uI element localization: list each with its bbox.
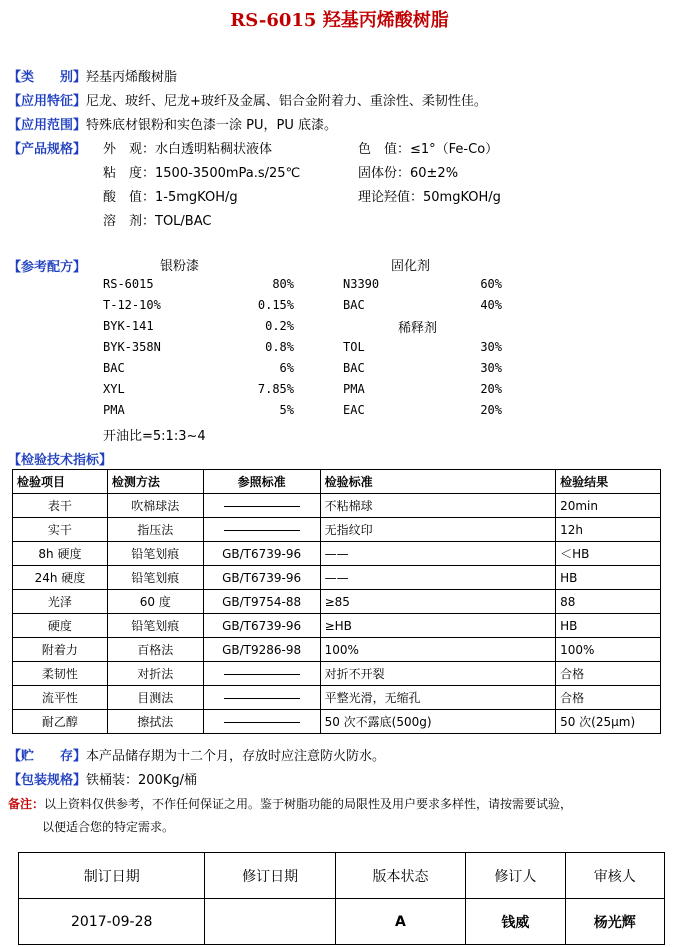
silver-item-pct: 5%	[279, 403, 294, 417]
qc-item: 表干	[13, 494, 108, 518]
thinner-item-name: BAC	[343, 361, 365, 375]
curing-item-pct: 60%	[480, 277, 502, 291]
curing-item-name: N3390	[343, 277, 380, 291]
qc-header-cell: 检测方法	[107, 470, 203, 494]
thinner-title: 稀释剂	[398, 321, 438, 336]
reviser: 钱威	[466, 899, 565, 945]
table-row	[13, 518, 661, 542]
table-row	[13, 638, 661, 662]
curing-item-name: BAC	[343, 298, 365, 312]
qc-method: 铅笔划痕	[107, 566, 203, 590]
storage-value: 本产品储存期为十二个月，存放时应注意防火防水。	[86, 749, 386, 764]
silver-item-pct: 0.15%	[257, 298, 294, 312]
qc-result: ＜HB	[556, 542, 661, 566]
silver-item-name: PMA	[103, 403, 125, 417]
features-value: 尼龙、玻纤、尼龙+玻纤及金属、铝合金附着力、重涂性、柔韧性佳。	[86, 94, 487, 109]
qc-method: 60 度	[107, 590, 203, 614]
storage-row	[8, 745, 385, 764]
category-value: 羟基丙烯酸树脂	[86, 70, 178, 85]
qc-item: 耐乙醇	[13, 710, 108, 734]
qc-item: 硬度	[13, 614, 108, 638]
version-status: A	[335, 899, 465, 945]
silver-item-name: BAC	[103, 361, 125, 375]
qc-result: 合格	[556, 662, 661, 686]
spec-solvent: 溶 剂：TOL/BAC	[103, 214, 212, 229]
dash-line	[224, 506, 300, 507]
spec-viscosity: 粘 度：1500-3500mPa.s/25℃	[103, 166, 301, 181]
qc-standard: ——	[320, 542, 556, 566]
dash-line	[224, 530, 300, 531]
page-title: RS-6015 羟基丙烯酸树脂	[230, 10, 449, 31]
silver-item-name: XYL	[103, 382, 125, 396]
scope-value: 特殊底材银粉和实色漆一涂 PU，PU 底漆。	[86, 118, 337, 133]
table-row	[13, 590, 661, 614]
qc-item: 实干	[13, 518, 108, 542]
qc-result: 12h	[556, 518, 661, 542]
qc-item: 流平性	[13, 686, 108, 710]
qc-ref: GB/T6739-96	[203, 614, 320, 638]
qc-standard: 对折不开裂	[320, 662, 556, 686]
qc-item: 柔韧性	[13, 662, 108, 686]
qc-header-cell: 检验标准	[320, 470, 556, 494]
spec-color: 色 值：≤1°（Fe-Co）	[358, 142, 499, 157]
qc-standard: 100%	[320, 638, 556, 662]
table-row	[13, 614, 661, 638]
note-line2: 以便适合您的特定需求。	[42, 820, 175, 834]
spec-label: 【产品规格】	[8, 142, 87, 157]
silver-item-pct: 6%	[279, 361, 294, 375]
qc-method: 擦拭法	[107, 710, 203, 734]
revision-header-cell: 版本状态	[335, 853, 465, 899]
storage-label: 【贮 存】	[8, 749, 87, 764]
thinner-item-name: PMA	[343, 382, 365, 396]
packing-row	[8, 769, 197, 788]
qc-method: 铅笔划痕	[107, 542, 203, 566]
silver-item-name: RS-6015	[103, 277, 154, 291]
thinner-item-pct: 20%	[480, 382, 502, 396]
revision-header-cell: 制订日期	[19, 853, 205, 899]
spec-hydroxyl: 理论羟值：50mgKOH/g	[358, 190, 501, 205]
table-row	[13, 662, 661, 686]
qc-header-cell: 检验项目	[13, 470, 108, 494]
packing-value: 铁桶装：200Kg/桶	[86, 773, 197, 788]
qc-item: 光泽	[13, 590, 108, 614]
table-row	[13, 566, 661, 590]
thinner-item-pct: 30%	[480, 340, 502, 354]
features-label: 【应用特征】	[8, 94, 87, 109]
formula-label: 【参考配方】	[8, 260, 87, 275]
dash-line	[224, 674, 300, 675]
revision-header-row	[19, 853, 665, 899]
silver-item-name: BYK-358N	[103, 340, 161, 354]
qc-result: 100%	[556, 638, 661, 662]
dash-line	[224, 698, 300, 699]
qc-item: 8h 硬度	[13, 542, 108, 566]
qc-result: 88	[556, 590, 661, 614]
qc-ref	[203, 494, 320, 518]
features-row	[8, 90, 487, 109]
qc-result: 20min	[556, 494, 661, 518]
category-label: 【类 别】	[8, 70, 87, 85]
qc-method: 指压法	[107, 518, 203, 542]
note-label: 备注：	[8, 797, 45, 811]
qc-ref: GB/T6739-96	[203, 542, 320, 566]
qc-ref: GB/T6739-96	[203, 566, 320, 590]
qc-table	[12, 469, 661, 734]
qc-header-cell: 参照标准	[203, 470, 320, 494]
revision-header-cell: 修订人	[466, 853, 565, 899]
qc-item: 附着力	[13, 638, 108, 662]
qc-method: 百格法	[107, 638, 203, 662]
qc-label: 【检验技术指标】	[8, 453, 113, 468]
curing-title: 固化剂	[391, 259, 431, 274]
qc-ref: GB/T9286-98	[203, 638, 320, 662]
qc-ref	[203, 662, 320, 686]
thinner-item-pct: 20%	[480, 403, 502, 417]
qc-method: 铅笔划痕	[107, 614, 203, 638]
spec-appearance: 外 观：水白透明粘稠状液体	[103, 142, 273, 157]
scope-row	[8, 114, 337, 133]
qc-standard: 不粘棉球	[320, 494, 556, 518]
silver-item-pct: 7.85%	[257, 382, 294, 396]
qc-ref	[203, 518, 320, 542]
qc-result: HB	[556, 614, 661, 638]
thinner-item-pct: 30%	[480, 361, 502, 375]
table-row	[13, 710, 661, 734]
qc-result: 50 次(25μm)	[556, 710, 661, 734]
qc-ref	[203, 686, 320, 710]
qc-standard: 50 次不露底(500g)	[320, 710, 556, 734]
dash-line	[224, 722, 300, 723]
revised-date	[205, 899, 335, 945]
auditor: 杨光辉	[565, 899, 664, 945]
silver-item-name: BYK-141	[103, 319, 154, 333]
silver-item-pct: 80%	[272, 277, 294, 291]
created-date: 2017-09-28	[19, 899, 205, 945]
qc-ref	[203, 710, 320, 734]
qc-result: HB	[556, 566, 661, 590]
mixing-ratio: 开油比=5:1:3~4	[103, 429, 206, 444]
spec-acid-value: 酸 值：1-5mgKOH/g	[103, 190, 238, 205]
table-row	[13, 686, 661, 710]
thinner-item-name: EAC	[343, 403, 365, 417]
table-row	[13, 542, 661, 566]
revision-table	[18, 852, 665, 945]
qc-header-row	[13, 470, 661, 494]
silver-item-name: T-12-10%	[103, 298, 161, 312]
curing-item-pct: 40%	[480, 298, 502, 312]
qc-method: 目测法	[107, 686, 203, 710]
note-line1: 以上资料仅供参考，不作任何保证之用。鉴于树脂功能的局限性及用户要求多样性，请按需要试验，	[44, 797, 573, 811]
silver-item-pct: 0.2%	[265, 319, 294, 333]
category-row	[8, 66, 177, 85]
scope-label: 【应用范围】	[8, 118, 87, 133]
silver-title: 银粉漆	[160, 259, 200, 274]
qc-method: 吹棉球法	[107, 494, 203, 518]
qc-standard: ——	[320, 566, 556, 590]
note-row	[8, 795, 572, 812]
revision-header-cell: 审核人	[565, 853, 664, 899]
qc-ref: GB/T9754-88	[203, 590, 320, 614]
table-row	[13, 494, 661, 518]
qc-header-cell: 检验结果	[556, 470, 661, 494]
qc-standard: ≥85	[320, 590, 556, 614]
silver-item-pct: 0.8%	[265, 340, 294, 354]
qc-method: 对折法	[107, 662, 203, 686]
qc-standard: 平整光滑，无缩孔	[320, 686, 556, 710]
qc-item: 24h 硬度	[13, 566, 108, 590]
qc-standard: 无指纹印	[320, 518, 556, 542]
revision-header-cell: 修订日期	[205, 853, 335, 899]
packing-label: 【包装规格】	[8, 773, 87, 788]
spec-solids: 固体份：60±2%	[358, 166, 459, 181]
thinner-item-name: TOL	[343, 340, 365, 354]
qc-result: 合格	[556, 686, 661, 710]
revision-value-row	[19, 899, 665, 945]
qc-standard: ≥HB	[320, 614, 556, 638]
